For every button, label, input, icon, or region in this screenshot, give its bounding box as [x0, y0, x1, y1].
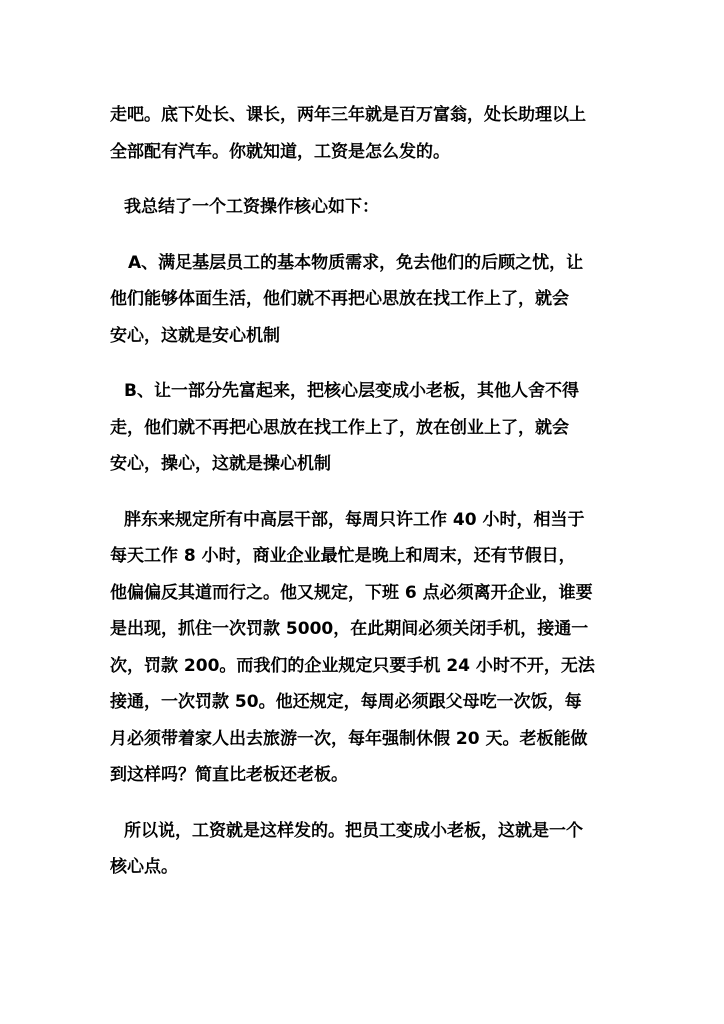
text-line: B、让一部分先富起来，把核心层变成小老板，其他人舍不得: [124, 381, 579, 401]
text-line: 他偏偏反其道而行之。他又规定，下班 6 点必须离开企业，谁要: [110, 582, 593, 603]
text-line: 安心，这就是安心机制: [110, 325, 280, 346]
text-line: 到这样吗？简直比老板还老板。: [110, 765, 348, 785]
paragraph-gap: [110, 354, 616, 373]
paragraph-gap: [110, 794, 616, 813]
text-line: 走吧。底下处长、课长，两年三年就是百万富翁，处长助理以上: [110, 105, 586, 125]
text-line: 月必须带着家人出去旅游一次，每年强制休假 20 天。老板能做: [110, 728, 588, 749]
text-line: 他们能够体面生活，他们就不再把心思放在找工作上了，就会: [110, 289, 569, 309]
text-line: A、满足基层员工的基本物质需求，免去他们的后顾之忧，让: [128, 252, 584, 273]
document-page: [110, 97, 616, 886]
text-line: 所以说，工资就是这样发的。把员工变成小老板，这就是一个: [124, 820, 583, 841]
text-line: 我总结了一个工资操作核心如下：: [124, 197, 379, 217]
text-line: 胖东来规定所有中高层干部，每周只许工作 40 小时，相当于: [124, 509, 585, 530]
text-line: 全部配有汽车。你就知道，工资是怎么发的。: [110, 141, 450, 162]
text-line: 接通，一次罚款 50。他还规定，每周必须跟父母吃一次饭，每: [110, 692, 582, 712]
text-line: 是出现，抓住一次罚款 5000，在此期间必须关闭手机，接通一: [110, 619, 589, 639]
paragraph-conclusion: [110, 813, 616, 886]
text-line: 核心点。: [110, 857, 178, 877]
text-line: 次，罚款 200。而我们的企业规定只要手机 24 小时不开，无法: [110, 655, 595, 676]
paragraph-summary-intro: [110, 189, 616, 226]
text-line: 走，他们就不再把心思放在找工作上了，放在创业上了，就会: [110, 417, 569, 438]
paragraph-pangdonglai-rules: [110, 502, 616, 794]
paragraph-point-b: [110, 373, 616, 483]
paragraph-gap: [110, 483, 616, 502]
paragraph-gap: [110, 226, 616, 245]
text-line: 每天工作 8 小时，商业企业最忙是晚上和周末，还有节假日，: [110, 546, 576, 566]
text-line: 安心，操心，这就是操心机制: [110, 454, 331, 474]
paragraph-gap: [110, 170, 616, 189]
paragraph-point-a: [110, 245, 616, 355]
paragraph-closing-of-previous: [110, 97, 616, 170]
